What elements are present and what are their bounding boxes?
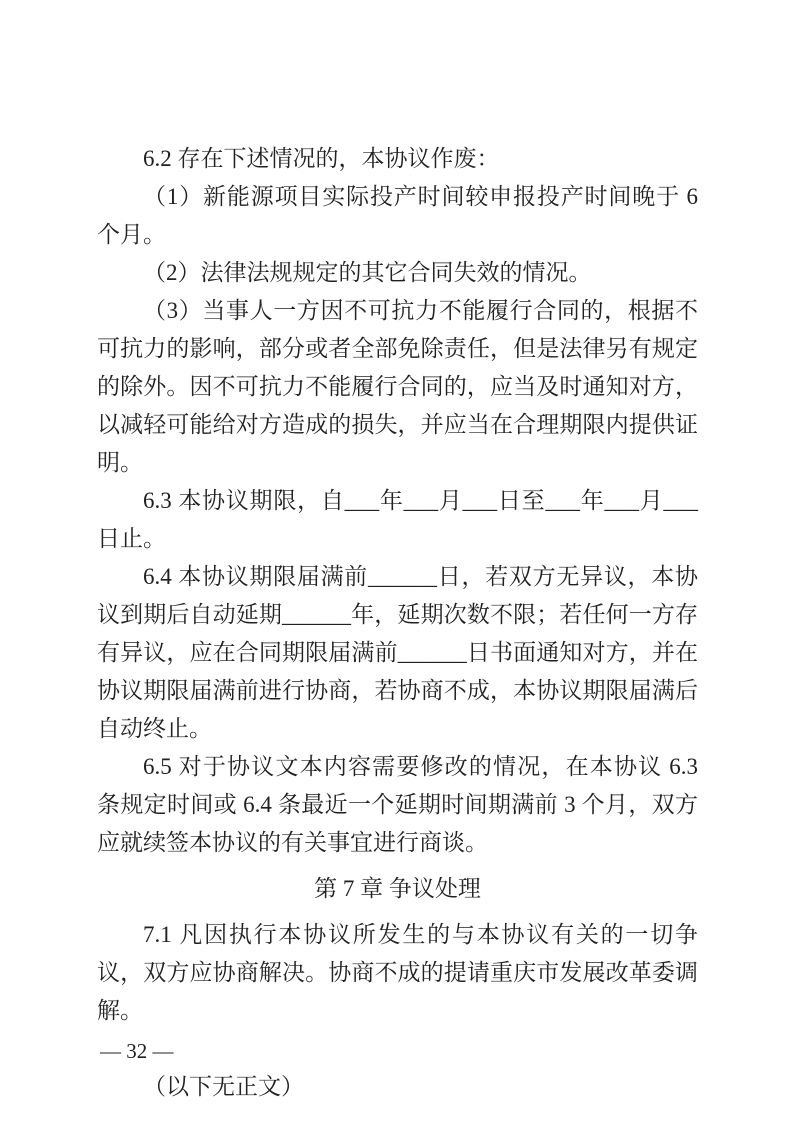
document-body [97,140,698,1106]
closing-note: （以下无正文） [143,1074,304,1099]
page-number: — 32 — [100,1039,174,1063]
chapter-7-heading: 第 7 章 争议处理 [314,876,481,901]
clause-6-3: 6.3 本协议期限，自___年___月___日至___年___月___日止。 [97,488,698,551]
clause-6-4: 6.4 本协议期限届满前______日，若双方无异议，本协议到期后自动延期______年，延期次数不限；若任何一方存有异议，应在合同期限届满前______日书面通知对方，并在协议期限届满前进行协商，若协商不成，本协议期限届满后自动终止。 [97,564,698,741]
clause-7-1: 7.1 凡因执行本协议所发生的与本协议有关的一切争议，双方应协商解决。协商不成的提请重庆市发展改革委调解。 [97,922,698,1023]
clause-6-2-item-1: （1）新能源项目实际投产时间较申报投产时间晚于 6 个月。 [97,184,698,247]
clause-6-5: 6.5 对于协议文本内容需要修改的情况，在本协议 6.3 条规定时间或 6.4 条最近一个延期时间期满前 3 个月，双方应就续签本协议的有关事宜进行商谈。 [97,754,698,855]
clause-6-2-item-3: （3）当事人一方因不可抗力不能履行合同的，根据不可抗力的影响，部分或者全部免除责任，但是法律另有规定的除外。因不可抗力不能履行合同的，应当及时通知对方，以减轻可能给对方造成的损失，并应当在合理期限内提供证明。 [97,298,698,475]
clause-6-2: 6.2 存在下述情况的，本协议作废： [143,146,500,171]
clause-6-2-item-2: （2）法律法规规定的其它合同失效的情况。 [143,260,592,285]
